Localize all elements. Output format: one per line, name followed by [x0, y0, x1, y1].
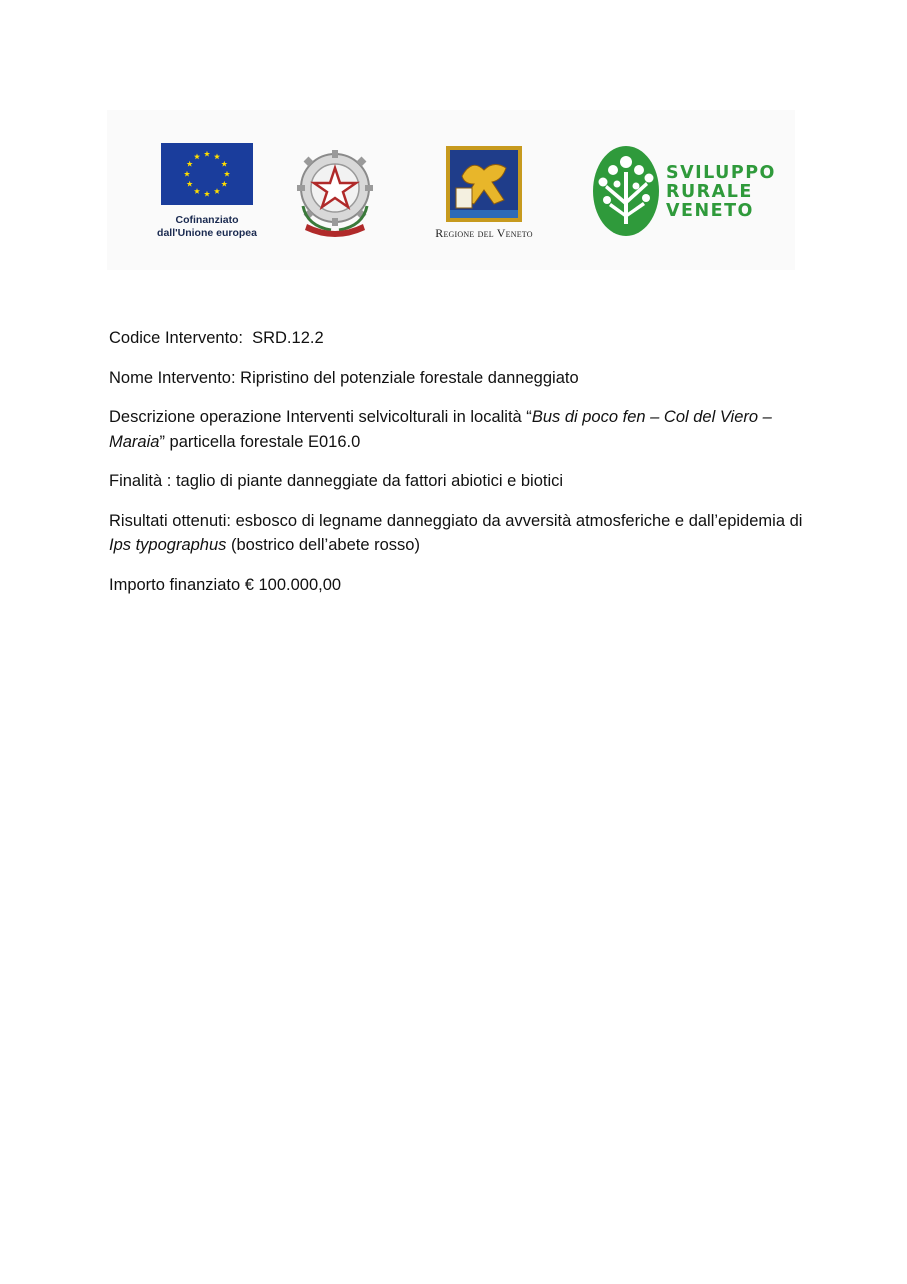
- codice-intervento: [109, 326, 809, 351]
- finalita-label: Finalità :: [109, 472, 172, 490]
- veneto-caption: Regione del Veneto: [435, 226, 533, 240]
- finalita-value: taglio di piante danneggiate da fattori abiotici e biotici: [175, 472, 564, 490]
- eu-logo: [142, 143, 272, 240]
- codice-value: SRD.12.2: [252, 329, 324, 347]
- descrizione-text1: Interventi selvicolturali in località “: [286, 408, 532, 426]
- risultati-species: Ips typographus: [109, 536, 227, 554]
- descrizione-text2: ” particella forestale E016.0: [159, 432, 361, 451]
- eu-caption-line2: dall'Unione europea: [157, 227, 257, 239]
- risultati-label: Risultati ottenuti:: [109, 511, 231, 530]
- importo-value: € 100.000,00: [244, 575, 342, 594]
- importo-label: Importo finanziato: [109, 575, 241, 594]
- finalita: [109, 469, 809, 494]
- italian-republic-emblem: [293, 146, 377, 238]
- eu-flag-icon: [161, 143, 253, 205]
- descrizione-label: Descrizione operazione: [109, 408, 282, 426]
- codice-label: Codice Intervento:: [109, 329, 243, 347]
- risultati-text2: (bostrico dell’abete rosso): [231, 536, 420, 554]
- italian-emblem-icon: [293, 146, 377, 238]
- psr-line2: RURALE: [666, 182, 753, 202]
- risultati-ottenuti: [109, 509, 809, 558]
- descrizione-location: Bus di poco fen – Col del Viero – Maraia: [109, 408, 772, 451]
- logo-band: [107, 110, 795, 270]
- psr-line3: VENETO: [666, 201, 754, 221]
- eu-caption-line1: Cofinanziato: [175, 214, 239, 226]
- importo-finanziato: [109, 573, 809, 598]
- descrizione-operazione: [109, 405, 809, 454]
- regione-veneto-logo: [419, 144, 549, 241]
- sviluppo-rurale-veneto-logo: [591, 142, 781, 240]
- nome-label: Nome Intervento:: [109, 368, 236, 387]
- nome-intervento: [109, 366, 809, 391]
- risultati-text1: esbosco di legname danneggiato da avversità atmosferiche e dall’epidemia di: [235, 511, 803, 530]
- tree-icon: [591, 144, 661, 238]
- nome-value: Ripristino del potenziale forestale danneggiato: [240, 368, 579, 387]
- document-body: [109, 326, 809, 612]
- psr-line1: SVILUPPO: [666, 163, 776, 183]
- lion-of-saint-mark-icon: [444, 144, 524, 224]
